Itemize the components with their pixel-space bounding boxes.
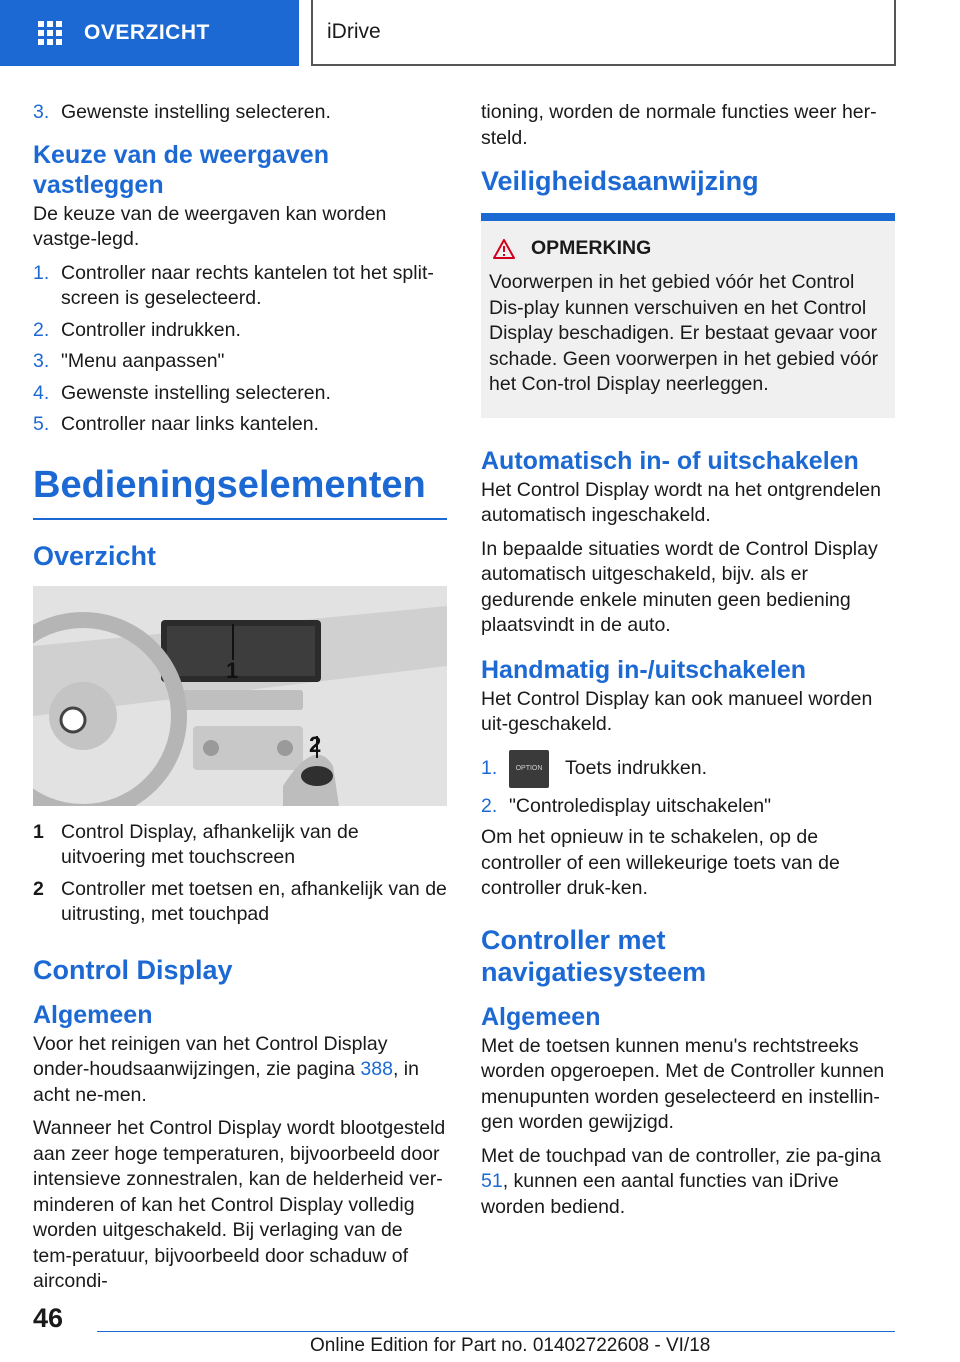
paragraph-keuze: De keuze van de weergaven kan worden vastge‐legd. — [33, 202, 387, 250]
page-link-388[interactable]: 388 — [360, 1058, 393, 1080]
heading-keuze: Keuze van de weergaven vastleggen — [33, 140, 329, 199]
paragraph-nav-1: Met de toetsen kunnen menu's rechtstreeks worden opgeroepen. Met de Controller kunnen menupunten worden geselecteerd en instellin‐gen worden gewijzigd. — [481, 1034, 885, 1133]
heading-control-display: Control Display — [33, 954, 233, 985]
step-text: Gewenste instelling selecteren. — [61, 381, 331, 404]
step-list — [33, 261, 447, 438]
right-column — [481, 100, 895, 1228]
step-text: "Controledisplay uitschakelen" — [509, 794, 772, 817]
heading-automatisch: Automatisch in- of uitschakelen — [481, 446, 859, 475]
heading-handmatig: Handmatig in-/uitschakelen — [481, 655, 807, 684]
heading-algemeen: Algemeen — [33, 1000, 153, 1029]
paragraph-opnieuw: Om het opnieuw in te schakelen, op de controller of een willekeurige toets van de controller druk‐ken. — [481, 826, 840, 899]
step-text: Controller indrukken. — [61, 318, 241, 341]
step-number: 5. — [33, 413, 50, 435]
note-accent-bar — [481, 213, 895, 221]
paragraph-auto-1: Het Control Display wordt na het ontgrendelen automatisch ingeschakeld. — [481, 478, 881, 526]
note-title: OPMERKING — [531, 237, 652, 259]
paragraph-text: , in acht ne‐men. — [33, 1058, 419, 1106]
step-number: 3. — [33, 101, 50, 123]
note-header — [489, 237, 887, 260]
paragraph-nav-2 — [481, 1144, 895, 1221]
step-text: Toets indrukken. — [565, 756, 707, 779]
cockpit-photo — [33, 586, 447, 806]
list-item — [481, 794, 895, 820]
legend-number: 1 — [33, 820, 44, 843]
section-tab[interactable] — [311, 0, 896, 66]
legend-number: 2 — [33, 877, 44, 900]
page-header — [0, 0, 960, 66]
list-item — [33, 381, 447, 407]
step-number: 3. — [33, 350, 50, 372]
handmatig-steps — [481, 750, 895, 820]
edition-text: Online Edition for Part no. 01402722608 - VI/18 — [310, 1335, 711, 1356]
step-list-continued — [33, 100, 447, 126]
heading-algemeen-2: Algemeen — [481, 1002, 601, 1031]
note-text: Voorwerpen in het gebied vóór het Control Dis‐play kunnen verschuiven en het Control Display beschadigen. Er bestaat gevaar voor schade. Geen voorwerpen in het gebied vóór het Con‐trol Display neerleggen. — [489, 271, 879, 395]
step-number: 1. — [33, 261, 50, 284]
option-button-icon — [509, 750, 549, 788]
paragraph-algemeen — [33, 1032, 447, 1109]
list-item — [481, 750, 895, 788]
step-text: "Menu aanpassen" — [61, 350, 225, 372]
heading-controller-nav: Controller met navigatiesysteem — [481, 924, 707, 987]
heading-overzicht: Overzicht — [33, 540, 157, 571]
step-text: Gewenste instelling selecteren. — [61, 101, 331, 123]
chapter-title: Bedieningselementen — [33, 462, 447, 520]
paragraph-text: Met de touchpad van de controller, zie pa‐gina — [481, 1144, 882, 1167]
page-link-51[interactable]: 51 — [481, 1170, 503, 1192]
list-item — [33, 100, 447, 126]
step-text: Controller naar links kantelen. — [61, 413, 319, 435]
section-tab-label: iDrive — [327, 20, 381, 43]
paragraph-text: Voor het reinigen van het Control Display onder‐houdsaanwijzingen, zie pagina — [33, 1032, 388, 1080]
list-item — [33, 349, 447, 375]
legend-text: Controller met toetsen en, afhankelijk van de uitrusting, met touchpad — [61, 877, 447, 925]
grid-icon — [38, 21, 62, 45]
step-number: 2. — [33, 318, 50, 341]
step-text: Controller naar rechts kantelen tot het split‐screen is geselecteerd. — [61, 261, 434, 309]
list-item — [33, 412, 447, 438]
step-number: 4. — [33, 381, 50, 404]
safety-note — [481, 221, 895, 418]
footer-divider — [97, 1331, 895, 1332]
list-item — [33, 820, 447, 871]
option-button-label: OPTION — [515, 764, 543, 772]
list-item — [33, 318, 447, 344]
step-number: 2. — [481, 794, 498, 817]
paragraph-wanneer: Wanneer het Control Display wordt blootgesteld aan zeer hoge temperaturen, bijvoorbeeld door intensieve zonnestralen, kan de helderheid ver‐minderen of kan het Control Display volledig worden uitgeschakeld. Bij verlaging van de tem‐peratuur, bijvoorbeeld door schaduw of aircondi‐ — [33, 1117, 446, 1292]
paragraph-handmatig: Het Control Display kan ook manueel worden uit‐geschakeld. — [481, 687, 873, 735]
overview-tab[interactable] — [0, 0, 299, 66]
callout-label: 2 — [309, 731, 322, 757]
photo-legend — [33, 820, 447, 928]
cockpit-illustration — [33, 586, 447, 806]
callout-label: 1 — [226, 657, 239, 683]
list-item — [33, 261, 447, 312]
paragraph-text: , kunnen een aantal functies van iDrive worden bediend. — [481, 1170, 839, 1218]
overview-tab-label: OVERZICHT — [84, 21, 210, 44]
page-number: 46 — [33, 1303, 64, 1333]
heading-veiligheid: Veiligheidsaanwijzing — [481, 166, 759, 196]
step-number: 1. — [481, 756, 498, 779]
paragraph-auto-2: In bepaalde situaties wordt de Control Display automatisch uitgeschakeld, bijv. als er gedurende enkele minuten geen bediening plaatsvindt in de auto. — [481, 537, 878, 636]
legend-text: Control Display, afhankelijk van de uitvoering met touchscreen — [61, 820, 359, 868]
warning-icon — [493, 239, 515, 259]
left-column — [33, 100, 447, 1303]
list-item — [33, 877, 447, 928]
paragraph-continued: tioning, worden de normale functies weer her‐steld. — [481, 101, 877, 149]
